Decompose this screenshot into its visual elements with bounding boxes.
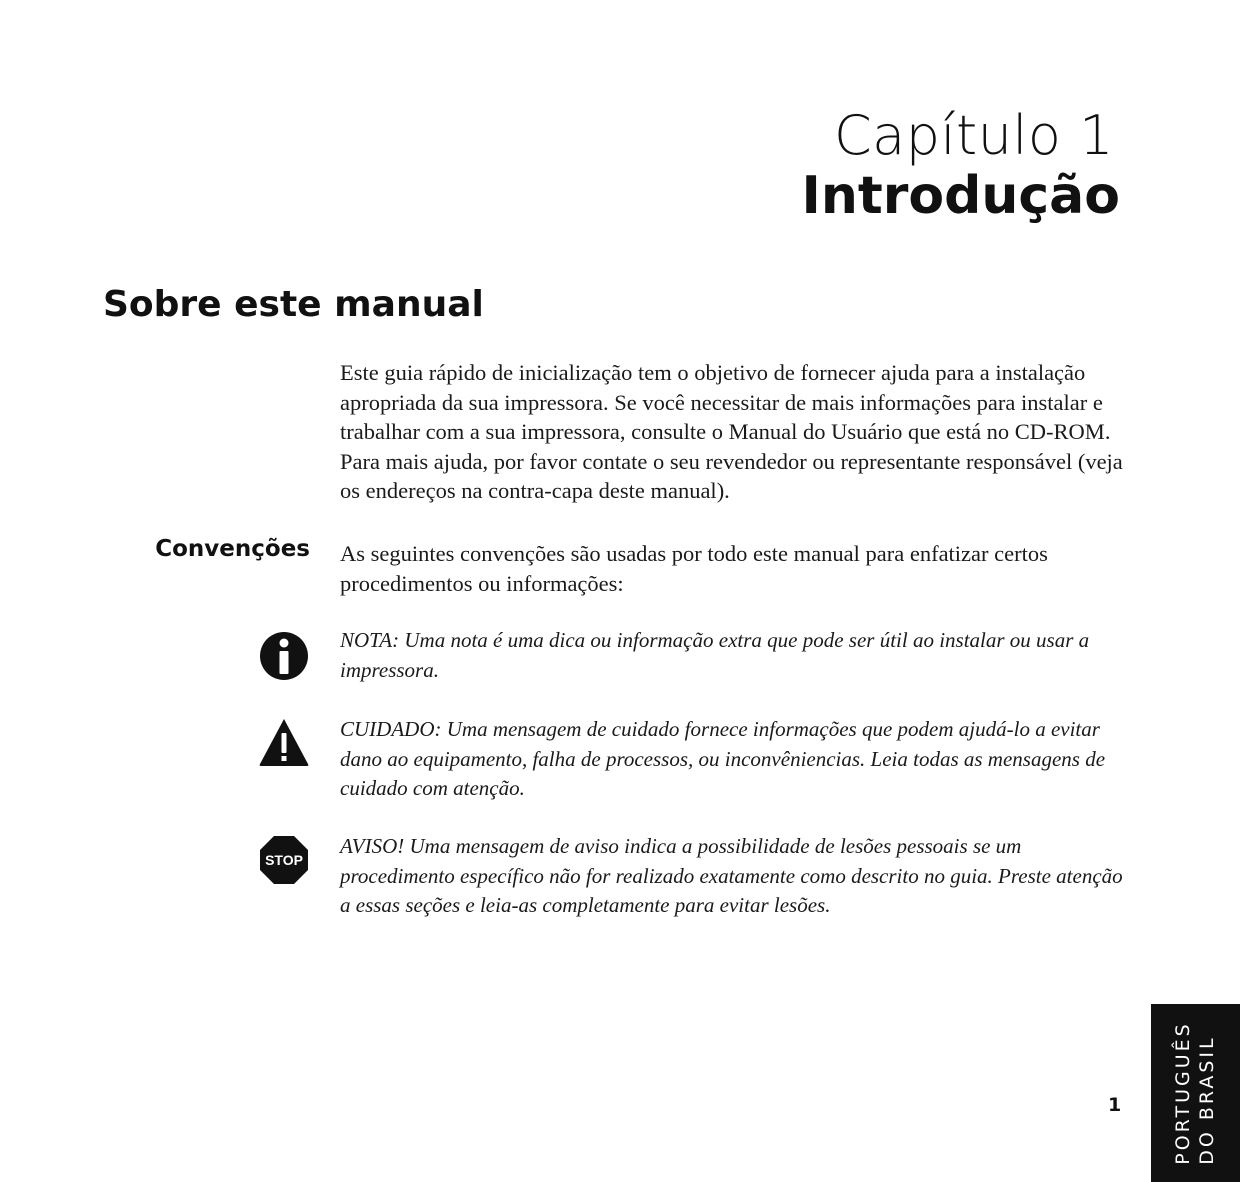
language-line-1: PORTUGUÊS xyxy=(1172,1021,1194,1165)
aviso-note: AVISO! Uma mensagem de aviso indica a possibilidade de lesões pessoais se um procedimento específico não for realizado exatamente como descrito no guia. Preste atenção a essas seções e leia-as completamente para evitar lesões. xyxy=(340,834,1123,917)
chapter-title: Introdução xyxy=(801,166,1120,226)
chapter-number: Capítulo 1 xyxy=(833,104,1114,167)
warning-icon xyxy=(258,716,310,768)
intro-paragraph: Este guia rápido de inicialização tem o objetivo de fornecer ajuda para a instalação apropriada da sua impressora. Se você necessitar de mais informações para instalar e trabalhar com a sua impressora, consulte o Manual do Usuário que está no CD-ROM. Para mais ajuda, por favor contate o seu revendedor ou representante responsável (veja os endereços na contra-capa deste manual). xyxy=(340,360,1123,503)
language-line-2: DO BRASIL xyxy=(1196,1035,1218,1165)
conventions-paragraph: As seguintes convenções são usadas por todo este manual para enfatizar certos procedimentos ou informações: xyxy=(340,541,1048,596)
stop-icon-label: STOP xyxy=(265,852,303,868)
language-tab xyxy=(1151,1004,1240,1182)
nota-note: NOTA: Uma nota é uma dica ou informação extra que pode ser útil ao instalar ou usar a impressora. xyxy=(340,628,1090,682)
cuidado-note: CUIDADO: Uma mensagem de cuidado fornece informações que podem ajudá-lo a evitar dano ao equipamento, falha de processos, ou inconvêniencias. Leia todas as mensagens de cuidado com atenção. xyxy=(340,717,1106,800)
page-number: 1 xyxy=(1108,1094,1122,1116)
section-title: Sobre este manual xyxy=(103,284,484,325)
stop-icon xyxy=(258,834,310,886)
conventions-heading: Convenções xyxy=(155,536,310,562)
language-label xyxy=(1171,1021,1219,1164)
info-icon xyxy=(258,630,310,682)
